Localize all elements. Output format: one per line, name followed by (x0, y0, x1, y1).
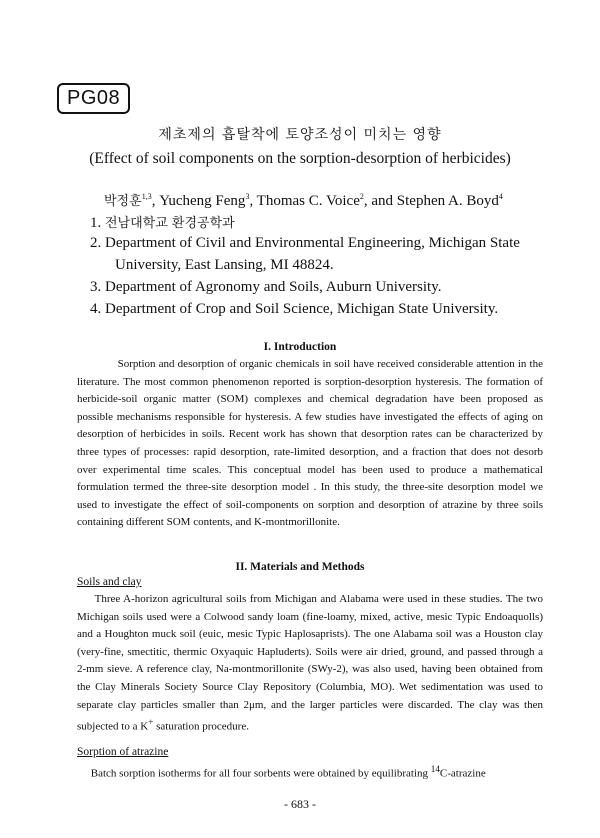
author-1-sup: 1,3 (141, 192, 152, 201)
subheading-soils-and-clay: Soils and clay (77, 576, 142, 588)
author-4-sup: 4 (498, 192, 503, 201)
methods-paragraph-1-part-a: Three A-horizon agricultural soils from Michigan and Alabama were used in these studies. The two Michigan soils used were a Colwood sandy loam (fine-loamy, mixed, active, mesic Typic Endoaquolls) and a Houghton muck soil (euic, mesic Typic Haplosaprists). The one Alabama soil was a Houston clay (very-fine, smectitic, thermic Oxyaquic Hapluderts). Soils were air dried, ground, and passed through a 2-mm sieve. A reference clay, Na-montmorillonite (SWy-2), was also used, having been obtained from the Clay Minerals Society Source Clay Repository (Columbia, MO). Wet sedimentation was used to separate clay particles smaller than 2 (77, 593, 543, 711)
author-2: Yucheng Feng (159, 193, 246, 209)
affiliation-4: 4. Department of Crop and Soil Science, Michigan State University. (90, 301, 499, 317)
affiliation-1 (90, 212, 235, 232)
subheading-sorption-of-atrazine: Sorption of atrazine (77, 746, 169, 758)
code-box: PG08 (57, 83, 130, 114)
intro-paragraph: Sorption and desorption of organic chemicals in soil have received considerable attention in the literature. The most common phenomenon reported is sorption-desorption hysteresis. The formation of herbicide-soil organic matter (SOM) complexes and chemical degradation have been proposed as possible mechanisms responsible for hysteresis. A few studies have investigated the effects of aging on desorption of herbicides in soils. Recent work has shown that desorption rates can be characterized by three types of processes: rapid desorption, rate-limited desorption, and a fraction that does not desorb over experimental time scales. This conceptual model has been used to produce a mathematical formulation termed the three-site desorption model . In this study, the three-site desorption model we used to investigate the effect of soil-components on sorption and desorption of atrazine by three soils containing different SOM contents, and K-montmorillonite. (77, 358, 543, 529)
potassium-superscript: + (148, 717, 154, 728)
section-heading-methods: II. Materials and Methods (235, 561, 365, 573)
author-2-sup: 3 (245, 192, 250, 201)
carbon-14-superscript: 14 (430, 764, 440, 774)
affiliation-2-line2: University, East Lansing, MI 48824. (115, 257, 334, 273)
methods-paragraph-2-part-a: Batch sorption isotherms for all four sorbents were obtained by equilibrating (77, 767, 431, 780)
page-number: - 683 - (284, 797, 316, 811)
methods-paragraph-1 (77, 591, 543, 736)
author-3-sup: 2 (359, 192, 364, 201)
affiliation-3: 3. Department of Agronomy and Soils, Auburn University. (90, 279, 442, 295)
methods-paragraph-1-part-b: , and the larger particles were discarded. The clay was then subjected to a K (77, 698, 543, 733)
affiliation-2-line1: 2. Department of Civil and Environmental Engineering, Michigan State (90, 235, 520, 251)
author-1: 박정훈 (104, 194, 142, 209)
title-korean: 제초제의 흡탈착에 토양조성이 미치는 영향 (158, 127, 442, 143)
methods-paragraph-2-part-b: C-atrazine (439, 767, 486, 780)
author-line: 박정훈$^{1,3}$, Yucheng Feng$^3$, Thomas C. Voice$^2$, and Stephen A. Boyd$^4$ (104, 192, 503, 209)
methods-paragraph-1-part-c: saturation procedure. (153, 720, 249, 733)
section-heading-introduction: I. Introduction (263, 341, 337, 353)
micrometer-unit: μm (249, 698, 264, 711)
title-english: (Effect of soil components on the sorption-desorption of herbicides) (89, 150, 511, 167)
affiliation-1-text: 전남대학교 환경공학과 (105, 216, 235, 231)
author-3: Thomas C. Voice (256, 193, 360, 209)
methods-paragraph-2 (77, 761, 543, 783)
affiliation-1-num: 1. (90, 215, 102, 231)
author-4: and Stephen A. Boyd (371, 193, 499, 209)
